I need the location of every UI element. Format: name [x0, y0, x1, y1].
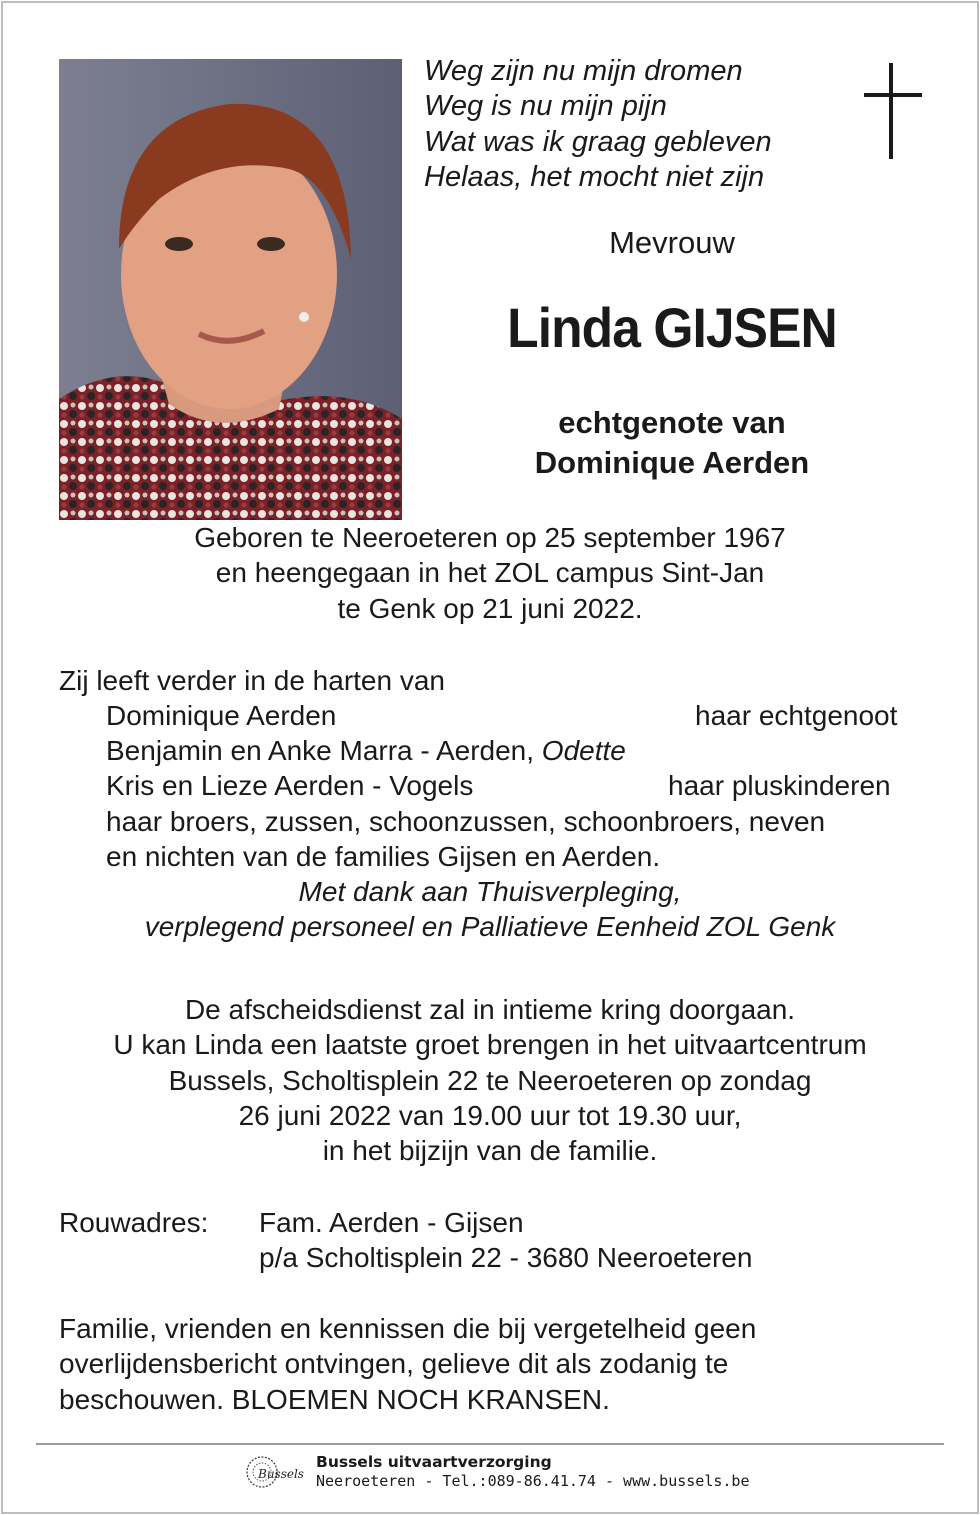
survivor-name-text: Benjamin en Anke Marra - Aerden,: [106, 735, 535, 766]
deceased-name: Linda GIJSEN: [507, 296, 837, 359]
poem: [424, 54, 772, 195]
address-label: Rouwadres:: [59, 1207, 209, 1238]
death-line: en heengegaan in het ZOL campus Sint-Jan: [215, 557, 765, 589]
salutation: Mevrouw: [609, 225, 735, 260]
thanks-line: Met dank aan Thuisverpleging,: [298, 876, 682, 907]
survivor-name: Dominique Aerden: [106, 700, 337, 731]
spouse-block: [430, 403, 914, 483]
survivor-relation: haar echtgenoot: [695, 700, 898, 731]
poem-line: Wat was ik graag gebleven: [424, 125, 772, 158]
thanks-line: verplegend personeel en Palliatieve Eenheid ZOL Genk: [144, 911, 836, 943]
thanks-block: [0, 874, 980, 945]
grandchild-name: Odette: [541, 735, 626, 766]
cross-icon: [864, 63, 922, 159]
address-line: Fam. Aerden - Gijsen: [259, 1207, 524, 1238]
notice-line: Familie, vrienden en kennissen die bij vergetelheid geen: [59, 1313, 757, 1344]
poem-line: Weg zijn nu mijn dromen: [424, 55, 743, 87]
birth-line: Geboren te Neeroeteren op 25 september 1967: [194, 522, 786, 553]
company-contact: Neeroeteren - Tel.:089-86.41.74 - www.bussels.be: [316, 1472, 750, 1490]
footer-divider: [36, 1443, 944, 1445]
poem-line: Helaas, het mocht niet zijn: [424, 160, 765, 193]
notice-line: beschouwen. BLOEMEN NOCH KRANSEN.: [59, 1383, 610, 1415]
portrait-photo: [59, 59, 402, 520]
address-line: p/a Scholtisplein 22 - 3680 Neeroeteren: [259, 1242, 753, 1273]
service-line: 26 juni 2022 van 19.00 uur tot 19.30 uur,: [238, 1099, 742, 1131]
survivor-relation: haar pluskinderen: [668, 770, 891, 801]
poem-line: Weg is nu mijn pijn: [424, 90, 667, 123]
spouse-relation: echtgenote van: [558, 405, 786, 440]
life-dates: [0, 520, 980, 626]
service-line: Bussels, Scholtisplein 22 te Neeroeteren op zondag: [168, 1064, 812, 1096]
survivor-name: Kris en Lieze Aerden - Vogels: [106, 770, 474, 801]
bussels-logo: [244, 1452, 310, 1492]
spouse-name: Dominique Aerden: [534, 445, 810, 480]
service-line: U kan Linda een laatste groet brengen in het uitvaartcentrum: [113, 1029, 867, 1061]
survivors-line: en nichten van de families Gijsen en Aerden.: [106, 841, 661, 872]
service-block: [0, 992, 980, 1168]
company-name: Bussels uitvaartverzorging: [316, 1453, 552, 1471]
survivors-intro: Zij leeft verder in de harten van: [59, 665, 445, 696]
survivor-name: [106, 733, 626, 768]
death-place-line: te Genk op 21 juni 2022.: [337, 592, 643, 624]
logo-text: Bussels: [258, 1467, 304, 1481]
service-line: De afscheidsdienst zal in intieme kring doorgaan.: [184, 994, 796, 1025]
survivors-line: haar broers, zussen, schoonzussen, schoonbroers, neven: [106, 806, 826, 837]
notice-line: overlijdensbericht ontvingen, gelieve dit als zodanig te: [59, 1348, 729, 1380]
service-line: in het bijzijn van de familie.: [322, 1135, 658, 1167]
notice-block: [59, 1311, 756, 1417]
